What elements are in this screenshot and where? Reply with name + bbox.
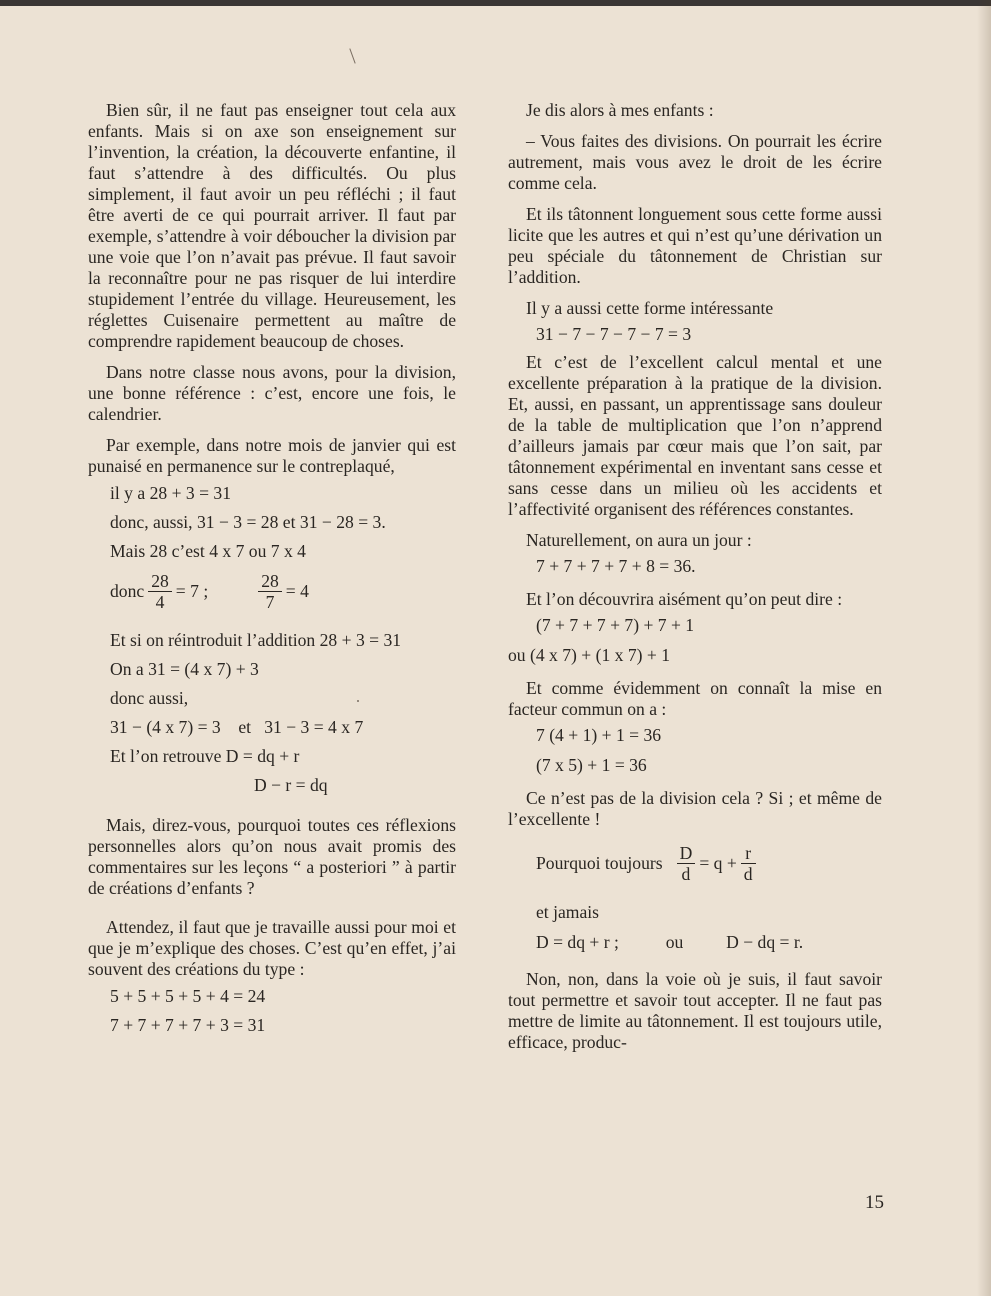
equation: il y a 28 + 3 = 31 <box>110 483 231 503</box>
equation: 31 − 7 − 7 − 7 − 7 = 3 <box>536 324 692 344</box>
fraction-result: = q + <box>699 852 737 873</box>
paragraph: Dans notre classe nous avons, pour la division, une bonne référence : c’est, encore une fois, le calendrier. <box>88 362 456 424</box>
paragraph: Je dis alors à mes enfants : <box>526 100 714 120</box>
scan-top-border <box>0 0 991 6</box>
fraction-numerator: 28 <box>258 571 282 592</box>
paragraph: Il y a aussi cette forme intéressante <box>526 298 774 318</box>
equation: D − dq = r. <box>726 932 804 952</box>
scan-mark <box>349 48 355 63</box>
equation: ou (4 x 7) + (1 x 7) + 1 <box>508 645 671 665</box>
fraction <box>741 843 756 884</box>
page-number: 15 <box>865 1192 884 1213</box>
paragraph: – Vous faites des divisions. On pourrait les écrire autrement, mais vous avez le droit de les écrire comme cela. <box>508 131 882 193</box>
fraction-denominator: d <box>743 863 753 884</box>
fraction-line <box>110 568 456 614</box>
fraction-prefix: donc <box>110 580 145 601</box>
paragraph: Et comme évidemment on connaît la mise en facteur commun on a : <box>508 678 882 719</box>
equation: (7 x 5) + 1 = 36 <box>536 755 647 775</box>
fraction <box>677 843 696 884</box>
paragraph: Et l’on découvrira aisément qu’on peut dire : <box>526 589 843 609</box>
fraction <box>258 571 282 612</box>
fraction-line <box>536 840 882 886</box>
paragraph: Attendez, il faut que je travaille aussi pour moi et que je m’explique des choses. C’est qu’en effet, j’ai souvent des créations du type : <box>88 917 456 979</box>
fraction-denominator: 7 <box>265 591 275 612</box>
conjunction: ou <box>665 932 684 952</box>
paragraph: Par exemple, dans notre mois de janvier qui est punaisé en permanence sur le contreplaqué, <box>88 435 456 476</box>
equation: donc, aussi, 31 − 3 = 28 et 31 − 28 = 3. <box>110 512 386 532</box>
equation: 31 − (4 x 7) = 3 et 31 − 3 = 4 x 7 <box>110 717 364 737</box>
equation: On a 31 = (4 x 7) + 3 <box>110 659 259 679</box>
equation: 7 (4 + 1) + 1 = 36 <box>536 725 662 745</box>
text-line: et jamais <box>536 902 600 922</box>
paragraph: Et ils tâtonnent longuement sous cette forme aussi licite que les autres et qui n’est qu’une dérivation un peu spéciale du tâtonnement de Christian sur l’addition. <box>508 204 882 287</box>
fraction-denominator: 4 <box>155 591 165 612</box>
equation-line <box>536 930 882 955</box>
paragraph: Mais, direz-vous, pourquoi toutes ces réflexions personnelles alors qu’on nous avait promis des commentaires sur les leçons “ a posteriori ” à partir de créations d’enfants ? <box>88 815 456 898</box>
equation: Et si on réintroduit l’addition 28 + 3 = 31 <box>110 630 402 650</box>
fraction-result: = 4 <box>285 580 309 601</box>
equation: 7 + 7 + 7 + 7 + 3 = 31 <box>110 1015 266 1035</box>
fraction-numerator: r <box>741 843 756 864</box>
fraction-numerator: 28 <box>148 571 172 592</box>
equation: donc aussi, <box>110 688 189 708</box>
fraction-prefix: Pourquoi toujours <box>536 852 663 873</box>
equation: (7 + 7 + 7 + 7) + 7 + 1 <box>536 615 695 635</box>
equation: D = dq + r ; <box>536 932 619 952</box>
paragraph: Et c’est de l’excellent calcul mental et une excellente préparation à la pratique de la division. Et, aussi, en passant, un apprentissage sans douleur de la table de multiplication que l’on n’apprend d’ailleurs jamais par cœur mais que l’on sait, par tâtonnement expérimental en inventant sans cesse et sans cesse dans un milieu où les accidents et l’affectivité organisent des références constantes. <box>508 352 882 519</box>
page-edge-shadow <box>977 0 991 1296</box>
equation: 5 + 5 + 5 + 5 + 4 = 24 <box>110 986 266 1006</box>
paragraph: Non, non, dans la voie où je suis, il faut savoir tout permettre et savoir tout accepter. Il ne faut pas mettre de limite au tâtonnement. Il est toujours utile, efficace, produc- <box>508 969 882 1052</box>
equation: Et l’on retrouve D = dq + r <box>110 746 300 766</box>
equation: Mais 28 c’est 4 x 7 ou 7 x 4 <box>110 541 306 561</box>
paragraph: Ce n’est pas de la division cela ? Si ; et même de l’excellente ! <box>508 788 882 829</box>
fraction-numerator: D <box>677 843 696 864</box>
paragraph: Naturellement, on aura un jour : <box>526 530 752 550</box>
equation: D − r = dq <box>254 775 328 795</box>
right-column <box>508 100 882 1063</box>
fraction-result: = 7 ; <box>175 580 209 601</box>
fraction <box>148 571 172 612</box>
fraction-denominator: d <box>681 863 691 884</box>
paragraph: Bien sûr, il ne faut pas enseigner tout cela aux enfants. Mais si on axe son enseignement sur l’invention, la création, la découverte enfantine, il faut s’attendre à des difficultés. Ou plus simplement, il faut avoir un peu réfléchi ; il faut être averti de ce qui pourrait arriver. Il faut par exemple, s’attendre à voir déboucher la division par une voie que l’on n’avait pas prévue. Il faut savoir la reconnaître pour ne pas risquer de lui interdire stupidement l’entrée du village. Heureusement, les réglettes Cuisenaire permettent au maître de comprendre rapidement beaucoup de choses. <box>88 100 456 351</box>
equation: 7 + 7 + 7 + 7 + 8 = 36. <box>536 556 696 576</box>
left-column <box>88 100 456 1042</box>
